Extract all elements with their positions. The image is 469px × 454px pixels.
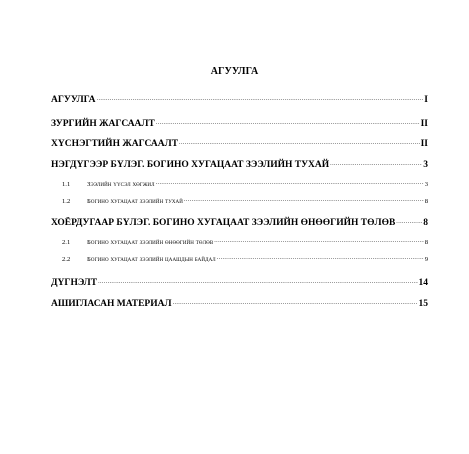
toc-entry[interactable] [51, 92, 428, 105]
toc-entry-number: 1.2 [62, 197, 71, 205]
toc-leader-dots [184, 196, 424, 203]
toc-leader-dots [396, 215, 422, 225]
toc-page-number: II [420, 118, 428, 129]
toc-subentry[interactable] [62, 254, 428, 263]
toc-entry[interactable] [51, 136, 428, 149]
toc-subentry[interactable] [62, 237, 428, 246]
toc-entry-label: ДҮГНЭЛТ [51, 277, 98, 288]
toc-entry-number: 1.1 [62, 180, 71, 188]
toc-entry-number: 2.1 [62, 238, 71, 246]
toc-page-number: II [420, 138, 428, 149]
toc-leader-dots [214, 237, 423, 244]
toc-entry-label: ХҮСНЭГТИЙН ЖАГСААЛТ [51, 138, 179, 149]
toc-entry[interactable] [51, 215, 428, 228]
toc-entry[interactable] [51, 116, 428, 129]
toc-entry-label: ЗУРГИЙН ЖАГСААЛТ [51, 118, 155, 129]
toc-page-number: 8 [424, 238, 428, 246]
toc-entry[interactable] [51, 296, 428, 309]
toc-entry[interactable] [51, 275, 428, 288]
toc-leader-dots [98, 275, 417, 285]
toc-entry-number: 2.2 [62, 255, 71, 263]
toc-entry-label: АШИГЛАСАН МАТЕРИАЛ [51, 298, 172, 309]
toc-leader-dots [97, 92, 424, 102]
toc-page-number: 3 [423, 159, 428, 170]
toc-leader-dots [217, 254, 424, 261]
toc-entry-label: АГУУЛГА [51, 94, 96, 105]
toc-page-number: 15 [418, 298, 428, 309]
toc-leader-dots [156, 179, 424, 186]
page-title: АГУУЛГА [210, 66, 259, 77]
toc-page-number: 8 [424, 197, 428, 205]
toc-subentry[interactable] [62, 196, 428, 205]
toc-leader-dots [179, 136, 420, 146]
toc-page-number: 3 [424, 180, 428, 188]
toc-entry-label: Богино хугацаат зээлийн цаашдын байдал [87, 255, 216, 263]
toc-leader-dots [156, 116, 420, 126]
toc-entry-label: Богино хугацаат зээлийн тухай [87, 197, 183, 205]
toc-page-number: I [424, 94, 428, 105]
toc-page-number: 9 [424, 255, 428, 263]
toc-subentry[interactable] [62, 179, 428, 188]
toc-leader-dots [173, 296, 418, 306]
toc-entry-label: НЭГДҮГЭЭР БҮЛЭГ. БОГИНО ХУГАЦААТ ЗЭЭЛИЙН ТУХАЙ [51, 159, 330, 170]
toc-entry-label: Зээлийн үүсэл хөгжил [87, 180, 155, 188]
toc-entry-label: ХОЁРДУГААР БҮЛЭГ. БОГИНО ХУГАЦААТ ЗЭЭЛИЙН ӨНӨӨГИЙН ТӨЛӨВ [51, 217, 396, 228]
toc-page-number: 8 [423, 217, 428, 228]
toc-leader-dots [330, 157, 422, 167]
toc-entry[interactable] [51, 157, 428, 170]
toc-page-number: 14 [418, 277, 428, 288]
toc-entry-label: Богино хугацаат зээлийн өнөөгийн төлөв [87, 238, 214, 246]
